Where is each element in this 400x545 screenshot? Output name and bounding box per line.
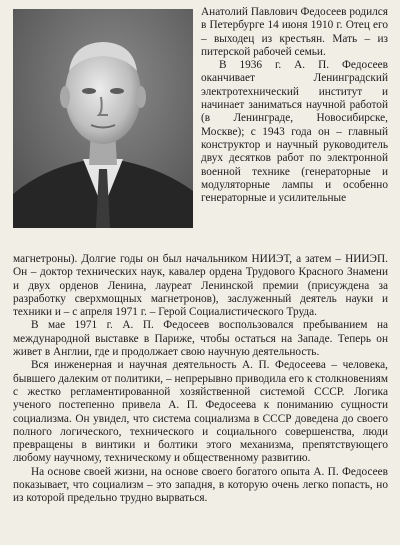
bio-paragraph-start: В 1936 г. А. П. Федосеев оканчивает Ленинградский электротехнический институт и начинает заниматься научной работой (в Ленинграде, Новосибирске, Москве); с 1943 года он – главный конструктор и научный руководитель двух десятков работ по электронной военной технике (генераторные и модуляторные лампы и особенно генераторные и усилительные [201, 59, 388, 205]
paragraph-paris: В мае 1971 г. А. П. Федосеев воспользовался пребыванием на международной выставке в Париже, чтобы остаться на Западе. Теперь он живет в Англии, где и продолжает свою научную деятельность. [13, 319, 388, 359]
paragraph-conclusion: На основе своей жизни, на основе своего богатого опыта А. П. Федосеев показывает, что социализм – это западня, в которую очень легко попасть, но из которой предельно трудно вырваться. [13, 465, 388, 505]
intro-text-column [201, 6, 388, 205]
intro-paragraph: Анатолий Павлович Федосеев родился в Петербурге 14 июня 1910 г. Отец его – выходец из крестьян. Мать – из питерской рабочей семьи. [201, 6, 388, 58]
author-portrait-photo [13, 9, 193, 228]
bio-paragraph-end: магнетроны). Долгие годы он был начальником НИИЭТ, а затем – НИИЭП. Он – доктор технических наук, кавалер ордена Трудового Красного Знамени и двух орденов Ленина, лауреат Ленинской премии (присуждена за разработку сверхмощных магнетронов), заслуженный деятель науки и техники и – с апреля 1971 г. – Герой Социалистического Труда. [13, 253, 388, 319]
main-text-column [13, 253, 388, 506]
paragraph-activity: Вся инженерная и научная деятельность А. П. Федосеева – человека, бывшего далеким от политики, – непрерывно приводила его к столкновениям с жестко регламентированной хозяйственной системой СССР. Логика ученого постепенно привела А. П. Федосеева к пониманию сущности социализма. Он увидел, что система социализма в СССР доведена до своего полного логического, технического и социального совершенства, люди превращены в винтики и болтики этого механизма, препятствующего любому научному, техническому и общественному развитию. [13, 359, 388, 465]
